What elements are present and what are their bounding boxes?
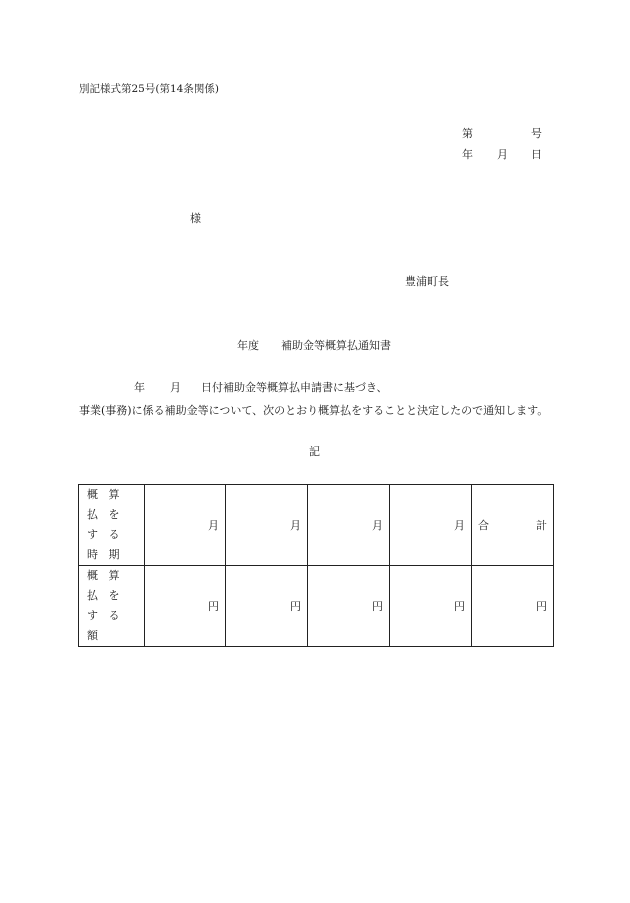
body-month-label: 月 bbox=[170, 381, 181, 394]
document-title: 補助金等概算払通知書 bbox=[281, 339, 391, 352]
body-line-1: 日付補助金等概算払申請書に基づき、 bbox=[201, 381, 388, 394]
month-cell-1: 月 bbox=[145, 485, 226, 566]
row-header-timing bbox=[79, 485, 145, 566]
ki-heading: 記 bbox=[309, 445, 320, 458]
total-label-part-2: 計 bbox=[536, 519, 547, 532]
row-header-amount-line-1: 概 算 払 を bbox=[87, 569, 123, 602]
table-row-amount bbox=[79, 566, 554, 647]
date-day-label: 日 bbox=[531, 148, 542, 161]
yen-cell-4: 円 bbox=[390, 566, 472, 647]
body-year-label: 年 bbox=[134, 381, 145, 394]
addressee-honorific: 様 bbox=[190, 212, 201, 225]
payment-schedule-table bbox=[78, 484, 554, 647]
document-number-label: 第 bbox=[462, 127, 473, 140]
row-header-amount-line-2: す る 額 bbox=[87, 609, 138, 642]
body-line-2: 事業(事務)に係る補助金等について、次のとおり概算払をすることと決定したので通知します。 bbox=[79, 404, 549, 417]
issuer-name: 豊浦町長 bbox=[405, 275, 449, 288]
row-header-timing-line-1: 概 算 払 を bbox=[87, 488, 123, 521]
yen-cell-total: 円 bbox=[472, 566, 554, 647]
yen-cell-1: 円 bbox=[145, 566, 226, 647]
title-fiscal-year: 年度 bbox=[237, 339, 259, 352]
month-cell-4: 月 bbox=[390, 485, 472, 566]
total-header-cell bbox=[472, 485, 554, 566]
total-label-part-1: 合 bbox=[478, 519, 489, 532]
yen-cell-3: 円 bbox=[308, 566, 390, 647]
document-number-suffix: 号 bbox=[531, 127, 542, 140]
table-row-timing bbox=[79, 485, 554, 566]
month-cell-2: 月 bbox=[226, 485, 308, 566]
row-header-timing-line-2: す る 時 期 bbox=[87, 528, 123, 561]
date-year-label: 年 bbox=[462, 148, 473, 161]
month-cell-3: 月 bbox=[308, 485, 390, 566]
row-header-amount bbox=[79, 566, 145, 647]
date-month-label: 月 bbox=[497, 148, 508, 161]
yen-cell-2: 円 bbox=[226, 566, 308, 647]
form-number: 別記様式第25号(第14条関係) bbox=[79, 83, 219, 95]
